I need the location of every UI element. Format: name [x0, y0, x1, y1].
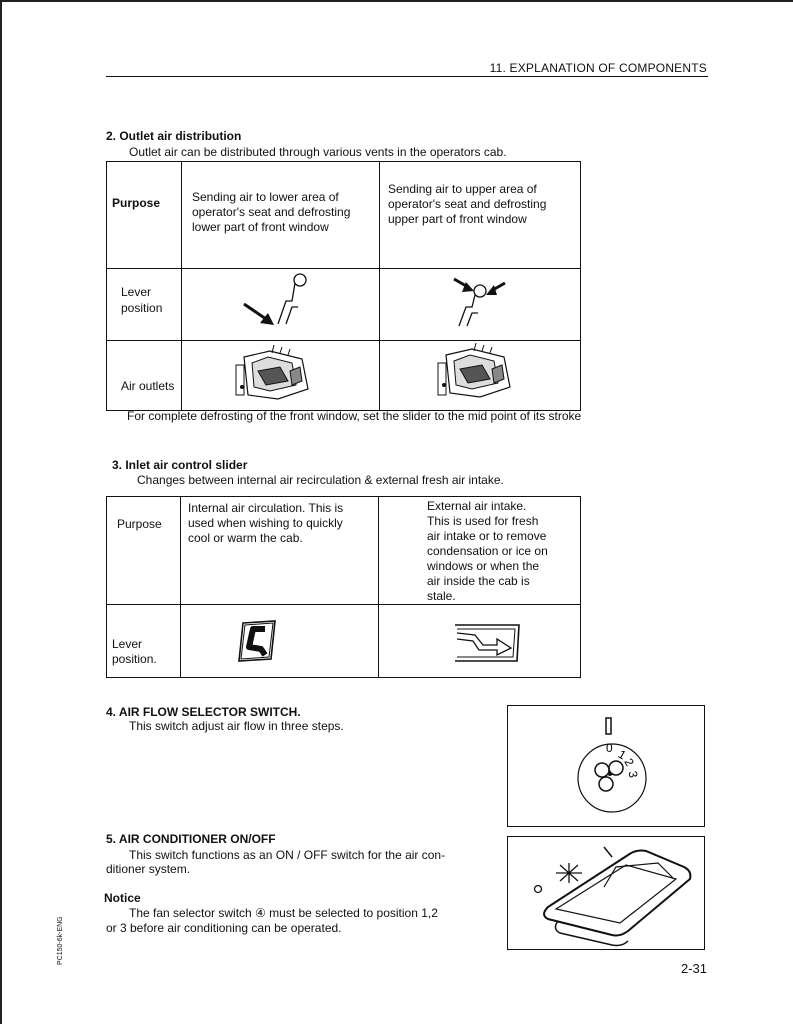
purpose-label: Purpose: [112, 196, 161, 210]
air-flow-switch-figure: [507, 705, 705, 827]
purpose-label-cell: [107, 162, 182, 269]
fan-icon: [595, 761, 623, 791]
lever-upper-icon: [380, 269, 580, 339]
lever-lower-cell: [182, 269, 380, 341]
header-rule: [106, 76, 708, 77]
page-border-left: [0, 0, 2, 1024]
purpose-col2-cell: [380, 162, 581, 269]
section3-description: Changes between internal air recirculation & external fresh air intake.: [137, 473, 504, 487]
ac-switch-figure: [507, 836, 705, 950]
notice-title: Notice: [104, 891, 141, 905]
cab-outlets-upper-diagram: [380, 341, 580, 409]
inlet-purpose-col2-cell: [379, 497, 581, 605]
lever-lower-icon: [182, 269, 379, 339]
inlet-lever-label-cell: [107, 605, 181, 678]
inlet-slider-table: [106, 496, 581, 678]
section2-title: 2. Outlet air distribution: [106, 129, 242, 143]
purpose-lower-text: Sending air to lower area of operator's seat and defrosting lower part of front window: [192, 190, 351, 234]
fan-dial-diagram: [508, 706, 704, 826]
defrost-note: For complete defrosting of the front window, set the slider to the mid point of its stroke: [127, 409, 582, 423]
dial-position-0: 0: [606, 741, 613, 755]
inlet-lever-external-cell: [379, 605, 581, 678]
section4-description: This switch adjust air flow in three steps.: [129, 719, 344, 733]
fresh-air-lever-icon: [379, 605, 580, 677]
outlets-upper-cell: [380, 341, 581, 411]
section5-title: 5. AIR CONDITIONER ON/OFF: [106, 832, 276, 846]
inlet-purpose-label-cell: [107, 497, 181, 605]
lever-upper-cell: [380, 269, 581, 341]
section2-description: Outlet air can be distributed through various vents in the operators cab.: [129, 145, 507, 159]
air-outlets-label: Air outlets: [121, 379, 175, 393]
outlet-distribution-table: [106, 161, 581, 411]
notice-line1: The fan selector switch ④ must be selected to position 1,2: [129, 906, 438, 920]
inlet-lever-position-label: Lever position.: [112, 637, 157, 666]
section3-title: 3. Inlet air control slider: [112, 458, 248, 472]
recirculation-lever-icon: [181, 605, 378, 677]
outlets-label-cell: [107, 341, 182, 411]
dial-position-1: 1: [615, 746, 629, 763]
page-border-top: [0, 0, 793, 2]
outlets-lower-cell: [182, 341, 380, 411]
purpose-upper-text: Sending air to upper area of operator's seat and defrosting upper part of front window: [388, 182, 547, 226]
internal-circulation-text: Internal air circulation. This is used when wishing to quickly cool or warm the cab.: [188, 501, 344, 545]
cab-outlets-lower-diagram: [182, 341, 379, 409]
lever-position-label: Lever position: [121, 285, 163, 315]
dial-position-2: 2: [621, 755, 637, 769]
snowflake-icon: [556, 863, 582, 883]
ac-rocker-switch-diagram: [508, 837, 704, 949]
page-number: 2-31: [681, 961, 708, 976]
purpose-col1-cell: [182, 162, 380, 269]
inlet-lever-internal-cell: [181, 605, 379, 678]
section5-description-line1: This switch functions as an ON / OFF switch for the air con-: [129, 848, 446, 862]
section5-description-line2: ditioner system.: [106, 862, 191, 876]
dial-position-3: 3: [625, 769, 641, 779]
inlet-purpose-label: Purpose: [117, 517, 162, 531]
page-header-title: 11. EXPLANATION OF COMPONENTS: [489, 61, 707, 75]
section4-title: 4. AIR FLOW SELECTOR SWITCH.: [106, 705, 301, 719]
external-intake-text: External air intake. This is used for fresh air intake or to remove condensation or ice on windows or when the air inside the cab is stale.: [427, 499, 548, 603]
document-code: PC150-6k-ENG: [57, 916, 64, 965]
notice-line2: or 3 before air conditioning can be operated.: [106, 921, 342, 935]
inlet-purpose-col1-cell: [181, 497, 379, 605]
lever-label-cell: [107, 269, 182, 341]
